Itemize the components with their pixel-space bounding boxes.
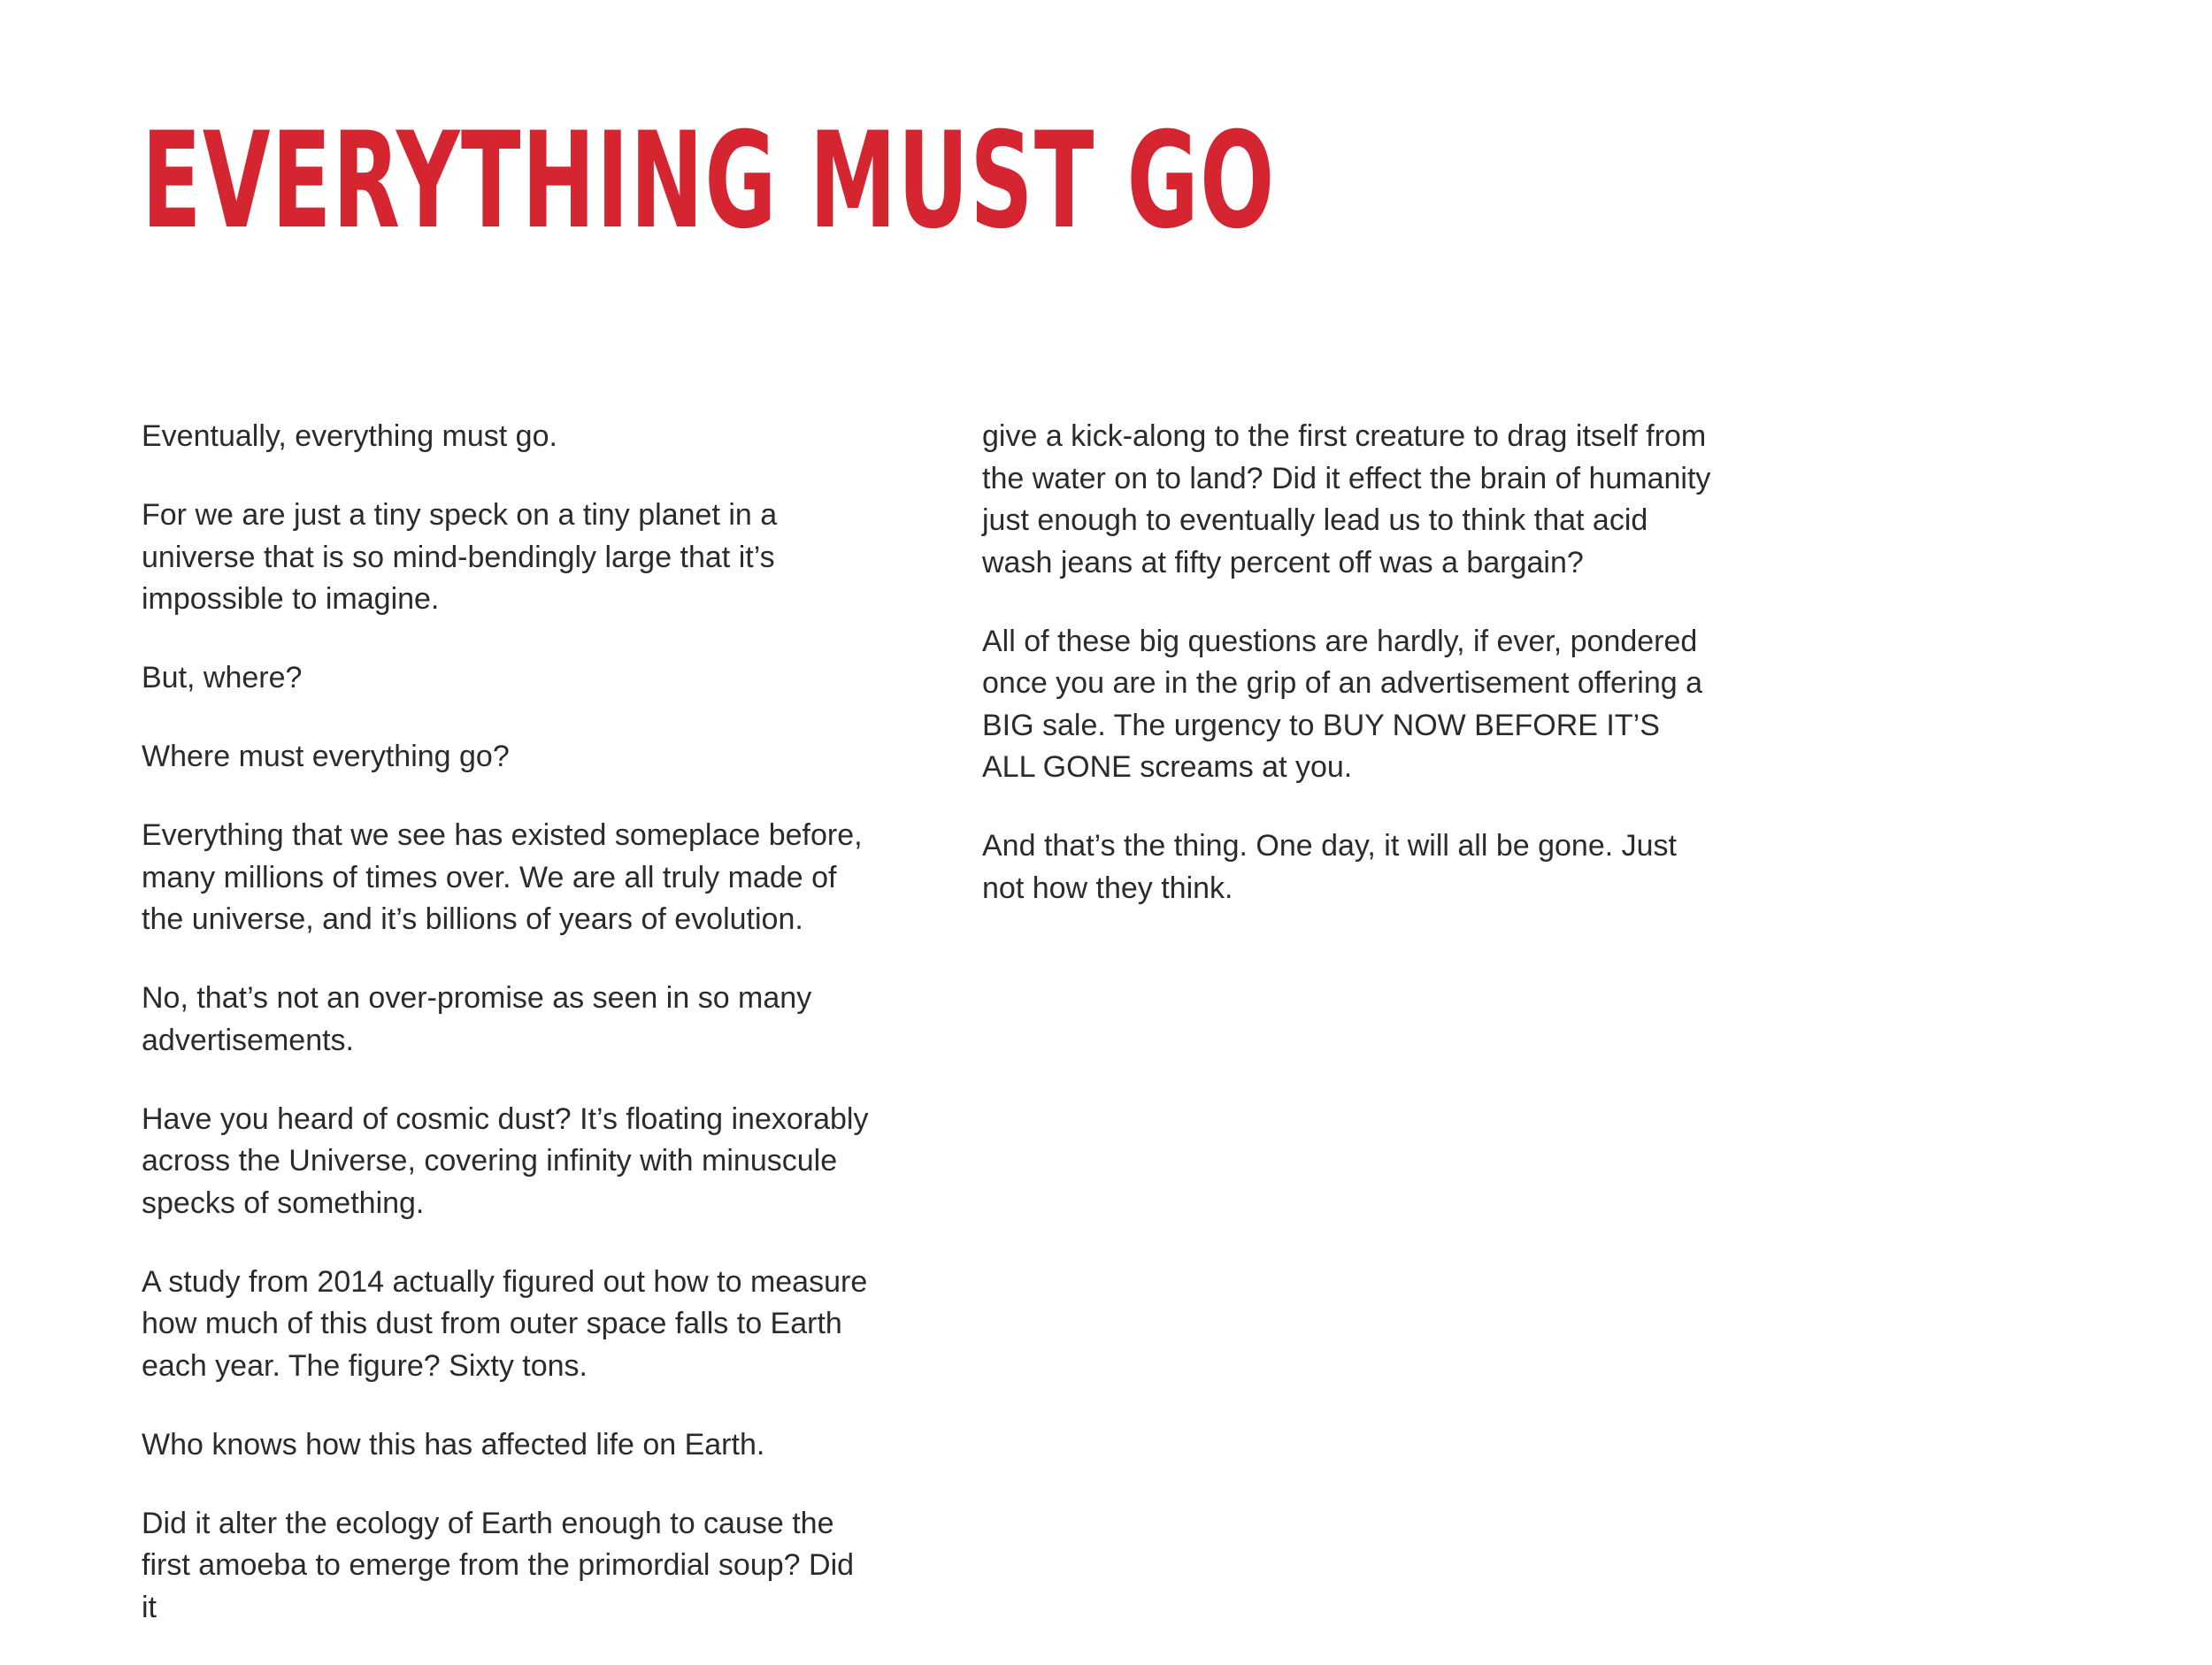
text-column-left	[142, 416, 876, 1629]
paragraph: No, that’s not an over-promise as seen in so many advertisements.	[142, 981, 812, 1057]
paragraph: give a kick-along to the first creature to drag itself from the water on to land? Did it effect the brain of humanity just enough to eventually lead us to think that acid wash jeans at fifty percent off was a bargain?	[982, 419, 1711, 579]
paragraph: And that’s the thing. One day, it will all be gone. Just not how they think.	[982, 829, 1677, 905]
paragraph: For we are just a tiny speck on a tiny planet in a universe that is so mind-bendingly large that it’s impossible to imagine.	[142, 498, 778, 616]
text-column-right	[982, 416, 1717, 909]
paragraph: All of these big questions are hardly, if ever, pondered once you are in the grip of an advertisement offering a BIG sale. The urgency to BUY NOW BEFORE IT’S ALL GONE screams at you.	[982, 624, 1702, 784]
paragraph: A study from 2014 actually figured out how to measure how much of this dust from outer space falls to Earth each year. The figure? Sixty tons.	[142, 1264, 868, 1383]
paragraph: Where must everything go?	[142, 740, 510, 773]
paragraph: Everything that we see has existed someplace before, many millions of times over. We are all truly made of the universe, and it’s billions of years of evolution.	[142, 818, 863, 936]
paragraph: But, where?	[142, 661, 303, 694]
paragraph: Eventually, everything must go.	[142, 419, 557, 453]
paragraph: Did it alter the ecology of Earth enough to cause the first amoeba to emerge from the primordial soup? Did it	[142, 1506, 855, 1624]
paragraph: Have you heard of cosmic dust? It’s floating inexorably across the Universe, covering infinity with minuscule specks of something.	[142, 1101, 869, 1220]
paragraph: Who knows how this has affected life on Earth.	[142, 1427, 765, 1462]
page-title: EVERYTHING MUST GO	[142, 104, 1276, 258]
